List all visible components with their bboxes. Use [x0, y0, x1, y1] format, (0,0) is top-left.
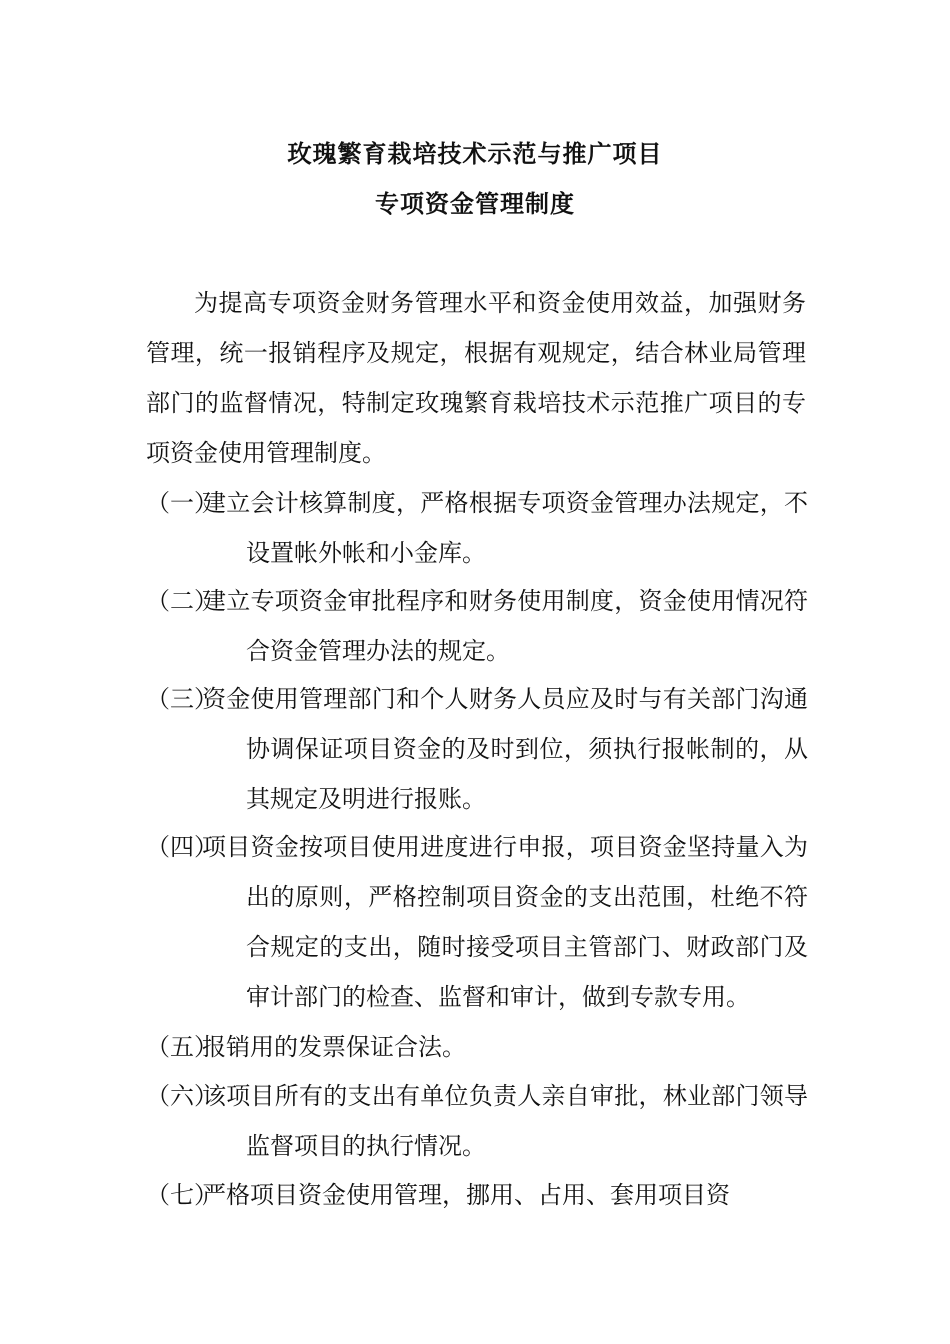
intro-paragraph: 为提高专项资金财务管理水平和资金使用效益，加强财务管理，统一报销程序及规定，根据有观规定，结合林业局管理部门的监督情况，特制定玫瑰繁育栽培技术示范推广项目的专项资金使用管理制度。 — [146, 289, 806, 467]
clause-text: 报销用的发票保证合法。 — [202, 1033, 466, 1061]
clause-item — [146, 822, 808, 1022]
clause-number: （二） — [146, 587, 218, 615]
clause-number: （七） — [146, 1181, 218, 1209]
clause-item — [146, 1071, 808, 1171]
clause-item — [146, 1022, 808, 1072]
clause-text: 资金使用管理部门和个人财务人员应及时与有关部门沟通协调保证项目资金的及时到位，须执行报帐制的，从其规定及明进行报账。 — [202, 685, 808, 813]
clause-number: （三） — [146, 685, 218, 713]
clause-text: 严格项目资金使用管理，挪用、占用、套用项目资 — [202, 1181, 730, 1209]
document-subtitle: 专项资金管理制度 — [375, 189, 575, 218]
clause-number: （四） — [146, 833, 218, 861]
clause-text: 建立专项资金审批程序和财务使用制度，资金使用情况符合资金管理办法的规定。 — [202, 587, 808, 665]
clause-item — [146, 478, 808, 578]
clause-number: （六） — [146, 1082, 218, 1110]
clause-text: 项目资金按项目使用进度进行申报，项目资金坚持量入为出的原则，严格控制项目资金的支出范围，杜绝不符合规定的支出，随时接受项目主管部门、财政部门及审计部门的检查、监督和审计，做到专款专用。 — [202, 833, 808, 1011]
clause-number: （一） — [146, 489, 218, 517]
clause-item — [146, 576, 808, 676]
clause-text: 该项目所有的支出有单位负责人亲自审批，林业部门领导监督项目的执行情况。 — [202, 1082, 808, 1160]
clause-item — [146, 1170, 808, 1220]
clause-number: （五） — [146, 1033, 218, 1061]
clause-item — [146, 674, 808, 824]
clause-text: 建立会计核算制度，严格根据专项资金管理办法规定，不设置帐外帐和小金库。 — [202, 489, 808, 567]
document-title: 玫瑰繁育栽培技术示范与推广项目 — [287, 139, 663, 168]
